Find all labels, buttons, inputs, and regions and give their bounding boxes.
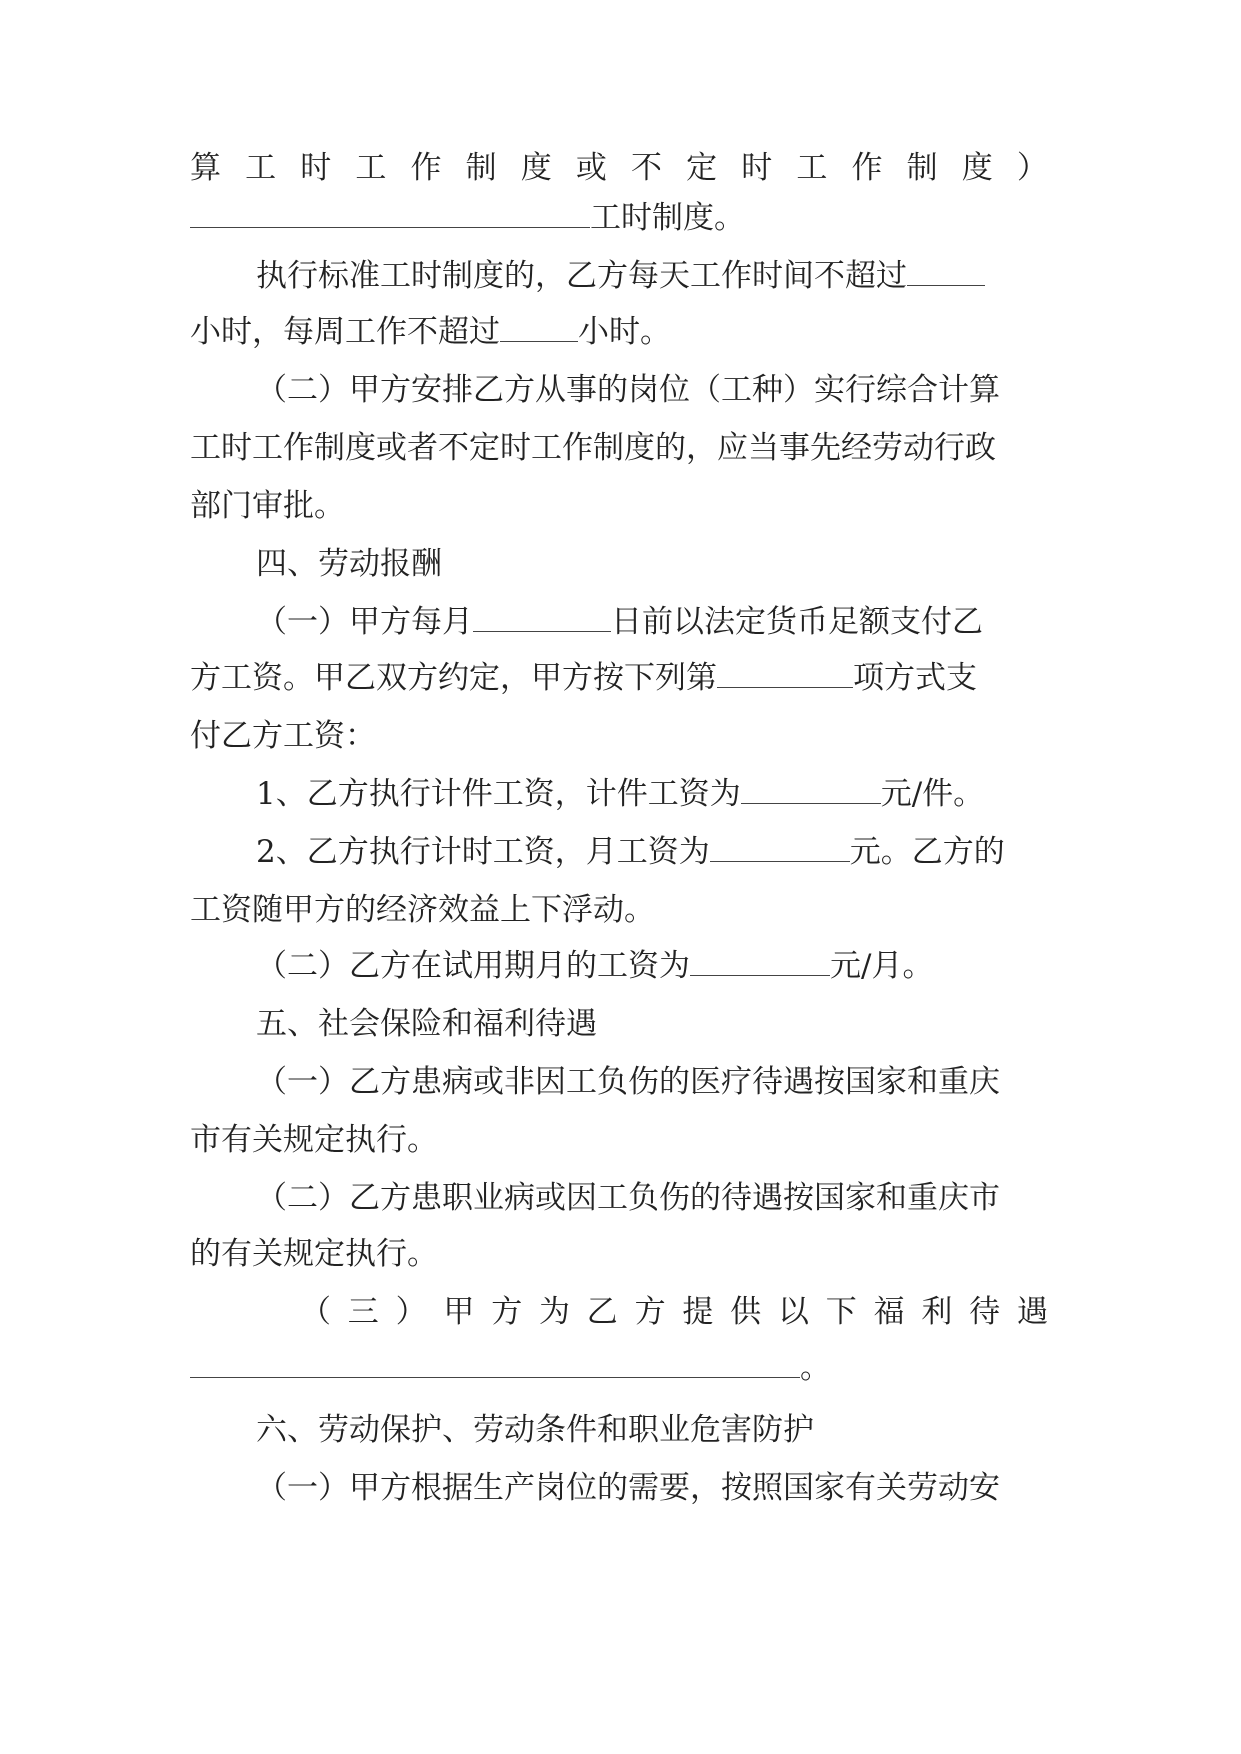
text-segment: 付乙方工资： (190, 718, 376, 754)
text-line (256, 1176, 1048, 1220)
text-segment: 部门审批。 (190, 488, 345, 524)
section-heading (256, 1002, 1048, 1046)
text-segment: 小时，每周工作不超过 (190, 314, 500, 350)
glyph: 遇 (1016, 1294, 1048, 1330)
text-line (190, 1346, 1048, 1390)
text-segment: 。 (800, 1350, 831, 1386)
text-line (256, 254, 1048, 298)
text-segment: （二）甲方安排乙方从事的岗位（工种）实行综合计算 (256, 372, 1000, 408)
text-segment: 2、乙方执行计时工资，月工资为 (256, 834, 710, 870)
text-line (190, 1118, 1048, 1162)
glyph: 待 (969, 1294, 1001, 1330)
text-line (256, 368, 1048, 412)
glyph: 甲 (443, 1294, 475, 1330)
glyph: 制 (906, 150, 938, 186)
glyph: 制 (465, 150, 497, 186)
glyph: 工 (245, 150, 277, 186)
section-heading (256, 542, 1048, 586)
glyph: 以 (777, 1294, 809, 1330)
glyph: 时 (741, 150, 773, 186)
blank-field[interactable] (500, 311, 578, 342)
text-segment: （二）乙方患职业病或因工负伤的待遇按国家和重庆市 (256, 1180, 1000, 1216)
blank-field[interactable] (190, 1347, 800, 1378)
text-line (190, 1232, 1048, 1276)
text-line (256, 600, 1048, 644)
text-segment: 日前以法定货币足额支付乙 (611, 604, 983, 640)
blank-field[interactable] (190, 197, 590, 228)
blank-field[interactable] (717, 657, 853, 688)
glyph: 福 (873, 1294, 905, 1330)
text-segment: 五、社会保险和福利待遇 (256, 1006, 597, 1042)
text-line (256, 1466, 1048, 1510)
text-line (256, 830, 1048, 874)
glyph: 时 (300, 150, 332, 186)
glyph: 工 (355, 150, 387, 186)
glyph: 度 (520, 150, 552, 186)
blank-field[interactable] (473, 601, 611, 632)
glyph: 方 (634, 1294, 666, 1330)
text-line-spread (190, 146, 1048, 190)
text-line (190, 426, 1048, 470)
text-segment: 执行标准工时制度的，乙方每天工作时间不超过 (256, 258, 907, 294)
section-heading (256, 1408, 1048, 1452)
text-segment: （一）甲方每月 (256, 604, 473, 640)
text-line (256, 944, 1048, 988)
text-segment: （一）甲方根据生产岗位的需要，按照国家有关劳动安 (256, 1470, 1000, 1506)
text-segment: 方工资。甲乙双方约定，甲方按下列第 (190, 660, 717, 696)
glyph: 不 (631, 150, 662, 186)
glyph: 供 (730, 1294, 762, 1330)
text-segment: 工时制度。 (590, 200, 745, 236)
text-line (190, 310, 1048, 354)
text-segment: （一）乙方患病或非因工负伤的医疗待遇按国家和重庆 (256, 1064, 1000, 1100)
text-segment: 的有关规定执行。 (190, 1236, 438, 1272)
glyph: 下 (825, 1294, 857, 1330)
glyph: 度 (961, 150, 993, 186)
text-line (190, 888, 1048, 932)
glyph: 提 (682, 1294, 714, 1330)
blank-field[interactable] (741, 773, 881, 804)
glyph: 算 (190, 150, 221, 186)
glyph: 利 (921, 1294, 953, 1330)
glyph: ） (1016, 150, 1048, 186)
text-segment: 元/件。 (880, 776, 985, 812)
text-line (190, 196, 1048, 240)
glyph: 或 (575, 150, 607, 186)
text-segment: 1、乙方执行计件工资，计件工资为 (256, 776, 741, 812)
glyph: 工 (796, 150, 828, 186)
text-segment: 工时工作制度或者不定时工作制度的，应当事先经劳动行政 (190, 430, 996, 466)
glyph: ） (395, 1294, 427, 1330)
glyph: 乙 (586, 1294, 618, 1330)
text-segment: 元/月。 (830, 948, 934, 984)
text-line-spread (300, 1290, 1048, 1334)
text-segment: （二）乙方在试用期月的工资为 (256, 948, 690, 984)
blank-field[interactable] (690, 945, 830, 976)
blank-field[interactable] (907, 255, 985, 286)
text-line (190, 656, 1048, 700)
text-segment: 小时。 (578, 314, 671, 350)
text-segment: 元。乙方的 (849, 834, 1005, 870)
glyph: 为 (538, 1294, 570, 1330)
glyph: 三 (347, 1294, 379, 1330)
text-line (190, 714, 1048, 758)
text-line (190, 484, 1048, 528)
blank-field[interactable] (710, 831, 850, 862)
glyph: （ (300, 1294, 331, 1330)
text-segment: 四、劳动报酬 (256, 546, 442, 582)
glyph: 作 (851, 150, 883, 186)
text-segment: 项方式支 (853, 660, 977, 696)
glyph: 定 (686, 150, 718, 186)
text-segment: 工资随甲方的经济效益上下浮动。 (190, 892, 655, 928)
text-line (256, 1060, 1048, 1104)
text-segment: 市有关规定执行。 (190, 1122, 438, 1158)
text-segment: 六、劳动保护、劳动条件和职业危害防护 (256, 1412, 814, 1448)
text-line (256, 772, 1048, 816)
glyph: 作 (410, 150, 442, 186)
glyph: 方 (491, 1294, 523, 1330)
